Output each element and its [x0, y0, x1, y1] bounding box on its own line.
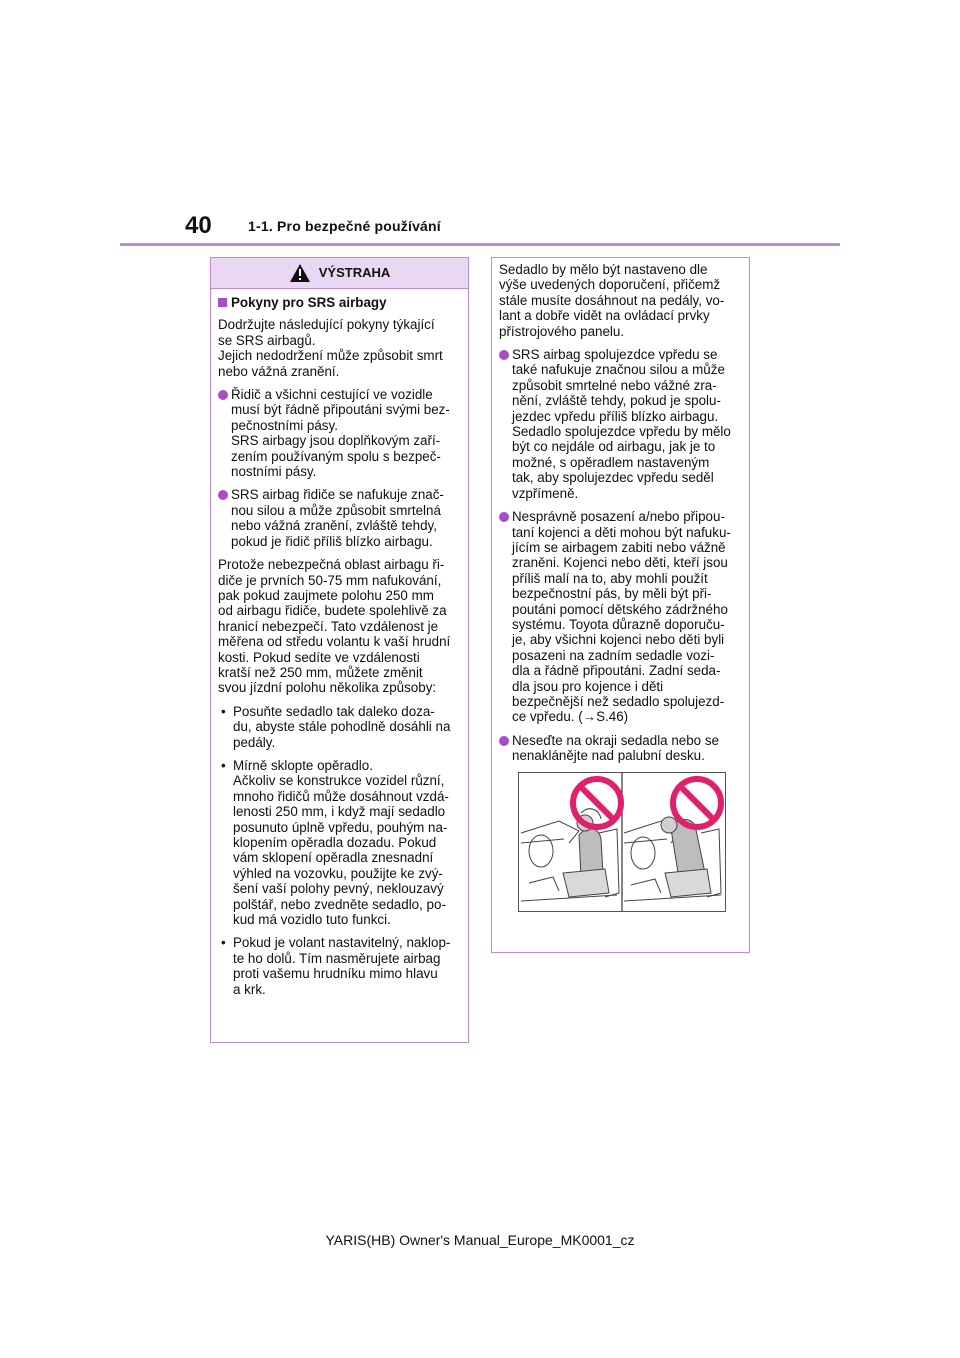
- dash-text: Mírně sklopte opěradlo. Ačkoliv se konstrukce vozidel různí, mnoho řidičů může dosáhnout vzdá- lenosti 250 mm, i když mají sedadlo posunuto úplně vpředu, pouhým na- klopením opěradla dozadu. Pokud vám sklopení opěradla znesnadní výhled na vozovku, použijte ke zvý- šení vaší polohy pevný, neklouzavý polštář, nebo zvedněte sedadlo, po- kud má vozidlo tuto funkci.: [233, 757, 449, 928]
- warning-label: VÝSTRAHA: [318, 265, 391, 281]
- dash-bullet-icon: •: [221, 935, 226, 951]
- danger-zone-paragraph: Protože nebezpečná oblast airbagu ři- diče je prvních 50-75 mm nafukování, pak pokud zaujmete polohu 250 mm od airbagu řidiče, budete spolehlivě za hranicí nebezpečí. Tato vzdálenost je měřena od středu volantu k vaší hrudní kosti. Pokud sedíte ve vzdálenosti kratší než 250 mm, můžete změnit svou jízdní polohu několika způsoby:: [218, 557, 451, 696]
- dash-item: [218, 935, 462, 997]
- seat-adjust-paragraph: Sedadlo by mělo být nastaveno dle výše uvedených doporučení, přičemž stále musíte dosáhnout na pedály, vo- lant a dobře vidět na ovládací prvky přístrojového panelu.: [499, 262, 725, 339]
- dash-bullet-icon: •: [221, 703, 226, 719]
- warning-header: [211, 258, 468, 289]
- dash-item: [218, 704, 462, 750]
- dash-item: [218, 758, 462, 927]
- round-bullet-icon: [499, 736, 509, 746]
- round-bullet-icon: [499, 512, 509, 522]
- illustration: [518, 772, 726, 912]
- bullet-item: [499, 733, 743, 764]
- warning-box: [210, 257, 469, 1043]
- warning-intro: Dodržujte následující pokyny týkající se SRS airbagů. Jejich nedodržení může způsobit smrt nebo vážná zranění.: [218, 317, 443, 379]
- warning-subheading-text: Pokyny pro SRS airbagy: [231, 295, 387, 310]
- bullet-text: Neseďte na okraji sedadla nebo se nenaklánějte nad palubní desku.: [512, 732, 719, 764]
- square-bullet-icon: [218, 298, 227, 307]
- bullet-item: [499, 509, 743, 725]
- incorrect-sitting-illustration: [519, 773, 725, 911]
- bullet-item: [218, 487, 462, 549]
- dash-text: Posuňte sedadlo tak daleko doza- du, abyste stále pohodlně dosáhli na pedály.: [233, 703, 451, 750]
- bullet-item: [218, 387, 462, 479]
- dash-bullet-icon: •: [221, 757, 226, 773]
- section-title: 1-1. Pro bezpečné používání: [248, 218, 441, 234]
- bullet-text: Řidič a všichni cestující ve vozidle musí být řádně připoutáni svými bez- pečnostními pásy. SRS airbagy jsou doplňkovým zaří- zením používaným spolu s bezpeč- nostními pásy.: [231, 387, 450, 480]
- round-bullet-icon: [218, 390, 228, 400]
- bullet-text: SRS airbag spolujezdce vpředu se také nafukuje značnou silou a může způsobit smrtelné nebo vážné zra- nění, zvláště tehdy, pokud je spolu- jezdec vpředu příliš blízko airbagu. Sedadlo spolujezdce vpředu by mělo být co nejdále od airbagu, jak je to možné, s opěradlem nastaveným tak, aby spolujezdec vpředu seděl vzpřímeně.: [512, 347, 731, 501]
- footer: YARIS(HB) Owner's Manual_Europe_MK0001_cz: [325, 1232, 635, 1248]
- bullet-text: Nesprávně posazení a/nebo připou- taní kojenci a děti mohou být nafuku- jícím se airbagem zabiti nebo vážně zraněni. Kojenci nebo děti, kteří jsou příliš malí na to, aby mohli použít bezpečnostní pás, by měli být při- poutáni pomocí dětského zádržného systému. Toyota důrazně doporuču- je, aby všichni kojenci nebo děti byli posazeni na zadním sedadle vozi- dla a řádně připoutáni. Zadní seda- dla jsou pro kojence i děti bezpečnější než sedadlo spolujezd- ce vpředu. (→S.46): [512, 509, 731, 725]
- dash-text: Pokud je volant nastavitelný, naklop- te ho dolů. Tím nasměrujete airbag proti vašemu hrudníku mimo hlavu a krk.: [233, 935, 451, 997]
- round-bullet-icon: [218, 490, 228, 500]
- bullet-item: [499, 347, 743, 501]
- bullet-text: SRS airbag řidiče se nafukuje znač- nou silou a může způsobit smrtelná nebo vážná zranění, zvláště tehdy, pokud je řidič příliš blízko airbagu.: [231, 487, 444, 549]
- warning-subheading: [218, 295, 462, 310]
- header-rule: [120, 243, 840, 246]
- round-bullet-icon: [499, 350, 509, 360]
- page-number: 40: [185, 212, 212, 239]
- warning-triangle-icon: [289, 263, 311, 283]
- warning-box-continued: [491, 257, 750, 953]
